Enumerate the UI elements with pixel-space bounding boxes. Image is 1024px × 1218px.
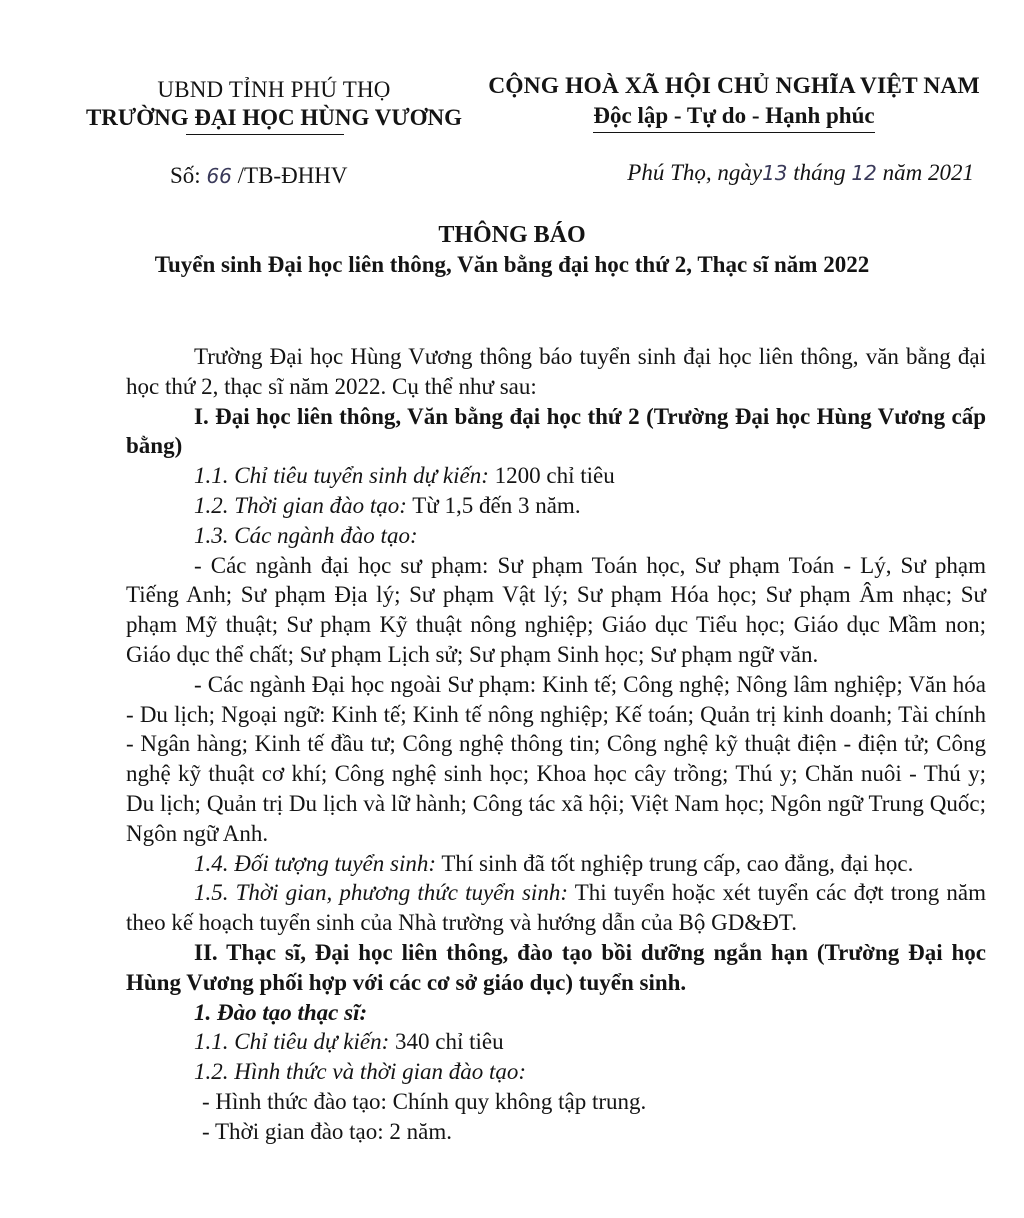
national-motto: Độc lập - Tự do - Hạnh phúc bbox=[593, 103, 875, 128]
date-year: năm 2021 bbox=[876, 160, 974, 185]
section-1-heading: I. Đại học liên thông, Văn bằng đại học thứ 2 (Trường Đại học Hùng Vương cấp bằng) bbox=[126, 403, 986, 459]
item-1-2-value: Từ 1,5 đến 3 năm. bbox=[406, 492, 581, 518]
issuer-header bbox=[84, 76, 464, 132]
document-title: THÔNG BÁO bbox=[438, 222, 586, 248]
item-2-1-1-label: 1.1. Chỉ tiêu dự kiến: bbox=[194, 1029, 390, 1055]
handwritten-day: 13 bbox=[762, 161, 788, 185]
section-2-heading: II. Thạc sĩ, Đại học liên thông, đào tạo bồi dưỡng ngắn hạn (Trường Đại học Hùng Vương phối hợp với các cơ sở giáo dục) tuyển sinh. bbox=[126, 939, 986, 995]
item-2-1-1 bbox=[126, 1027, 986, 1057]
non-pedagogy-majors-paragraph: - Các ngành Đại học ngoài Sư phạm: Kinh tế; Công nghệ; Nông lâm nghiệp; Văn hóa - Du lịch; Ngoại ngữ: Kinh tế; Kinh tế nông nghiệp; Kế toán; Quản trị kinh doanh; Tài chính - Ngân hàng; Kinh tế đầu tư; Công nghệ thông tin; Công nghệ kỹ thuật điện - điện tử; Công nghệ kỹ thuật cơ khí; Công nghệ sinh học; Khoa học cây trồng; Thú y; Chăn nuôi - Thú y; Du lịch; Quản trị Du lịch và lữ hành; Công tác xã hội; Việt Nam học; Ngôn ngữ Trung Quốc; Ngôn ngữ Anh. bbox=[126, 671, 986, 846]
item-1-5-label: 1.5. Thời gian, phương thức tuyển sinh: bbox=[194, 880, 568, 906]
handwritten-month: 12 bbox=[851, 161, 877, 185]
item-1-4 bbox=[126, 849, 986, 879]
item-1-5 bbox=[126, 878, 986, 938]
date-month-label: tháng bbox=[787, 160, 852, 185]
item-1-4-value: Thí sinh đã tốt nghiệp trung cấp, cao đẳng, đại học. bbox=[436, 850, 914, 876]
country-name: CỘNG HOÀ XÃ HỘI CHỦ NGHĨA VIỆT NAM bbox=[488, 73, 980, 99]
issue-date bbox=[627, 160, 974, 186]
item-1-1 bbox=[126, 461, 986, 491]
handwritten-number: 66 bbox=[206, 164, 232, 188]
item-1-5-value: Thi tuyển hoặc xét tuyển các đợt trong năm theo kế hoạch tuyển sinh của Nhà trường và hướng dẫn của Bộ GD&ĐT. bbox=[126, 880, 986, 936]
item-2-1-2-label: 1.2. Hình thức và thời gian đào tạo: bbox=[194, 1059, 527, 1085]
intro-paragraph: Trường Đại học Hùng Vương thông báo tuyển sinh đại học liên thông, văn bằng đại học thứ 2, thạc sĩ năm 2022. Cụ thể như sau: bbox=[126, 344, 986, 399]
item-1-2 bbox=[126, 491, 986, 521]
national-header bbox=[474, 72, 994, 130]
document-number bbox=[170, 163, 348, 189]
province-committee: UBND TỈNH PHÚ THỌ bbox=[157, 77, 391, 102]
item-1-4-label: 1.4. Đối tượng tuyển sinh: bbox=[194, 850, 437, 876]
training-form: - Hình thức đào tạo: Chính quy không tập trung. bbox=[202, 1088, 647, 1114]
pedagogy-majors-paragraph: - Các ngành đại học sư phạm: Sư phạm Toán học, Sư phạm Toán - Lý, Sư phạm Tiếng Anh; Sư phạm Địa lý; Sư phạm Vật lý; Sư phạm Hóa học; Sư phạm Âm nhạc; Sư phạm Mỹ thuật; Sư phạm Kỹ thuật nông nghiệp; Giáo dục Tiểu học; Giáo dục Mầm non; Giáo dục thể chất; Sư phạm Lịch sử; Sư phạm Sinh học; Sư phạm ngữ văn. bbox=[126, 552, 986, 667]
item-1-1-value: 1200 chỉ tiêu bbox=[488, 463, 615, 489]
item-2-1-1-value: 340 chỉ tiêu bbox=[389, 1029, 504, 1055]
training-duration: - Thời gian đào tạo: 2 năm. bbox=[202, 1118, 452, 1144]
university-name: TRƯỜNG ĐẠI HỌC HÙNG VƯƠNG bbox=[85, 105, 463, 130]
date-place: Phú Thọ, ngày bbox=[627, 160, 763, 185]
item-1-1-label: 1.1. Chỉ tiêu tuyển sinh dự kiến: bbox=[194, 463, 489, 489]
item-1-3-label: 1.3. Các ngành đào tạo: bbox=[194, 522, 418, 548]
number-prefix: Số: bbox=[170, 163, 207, 188]
item-1-2-label: 1.2. Thời gian đào tạo: bbox=[194, 492, 407, 518]
document-body bbox=[126, 342, 986, 1147]
number-suffix: /TB-ĐHHV bbox=[231, 163, 348, 188]
document-subtitle: Tuyển sinh Đại học liên thông, Văn bằng đại học thứ 2, Thạc sĩ năm 2022 bbox=[154, 252, 870, 277]
section-2-item-1: 1. Đào tạo thạc sĩ: bbox=[194, 999, 368, 1025]
